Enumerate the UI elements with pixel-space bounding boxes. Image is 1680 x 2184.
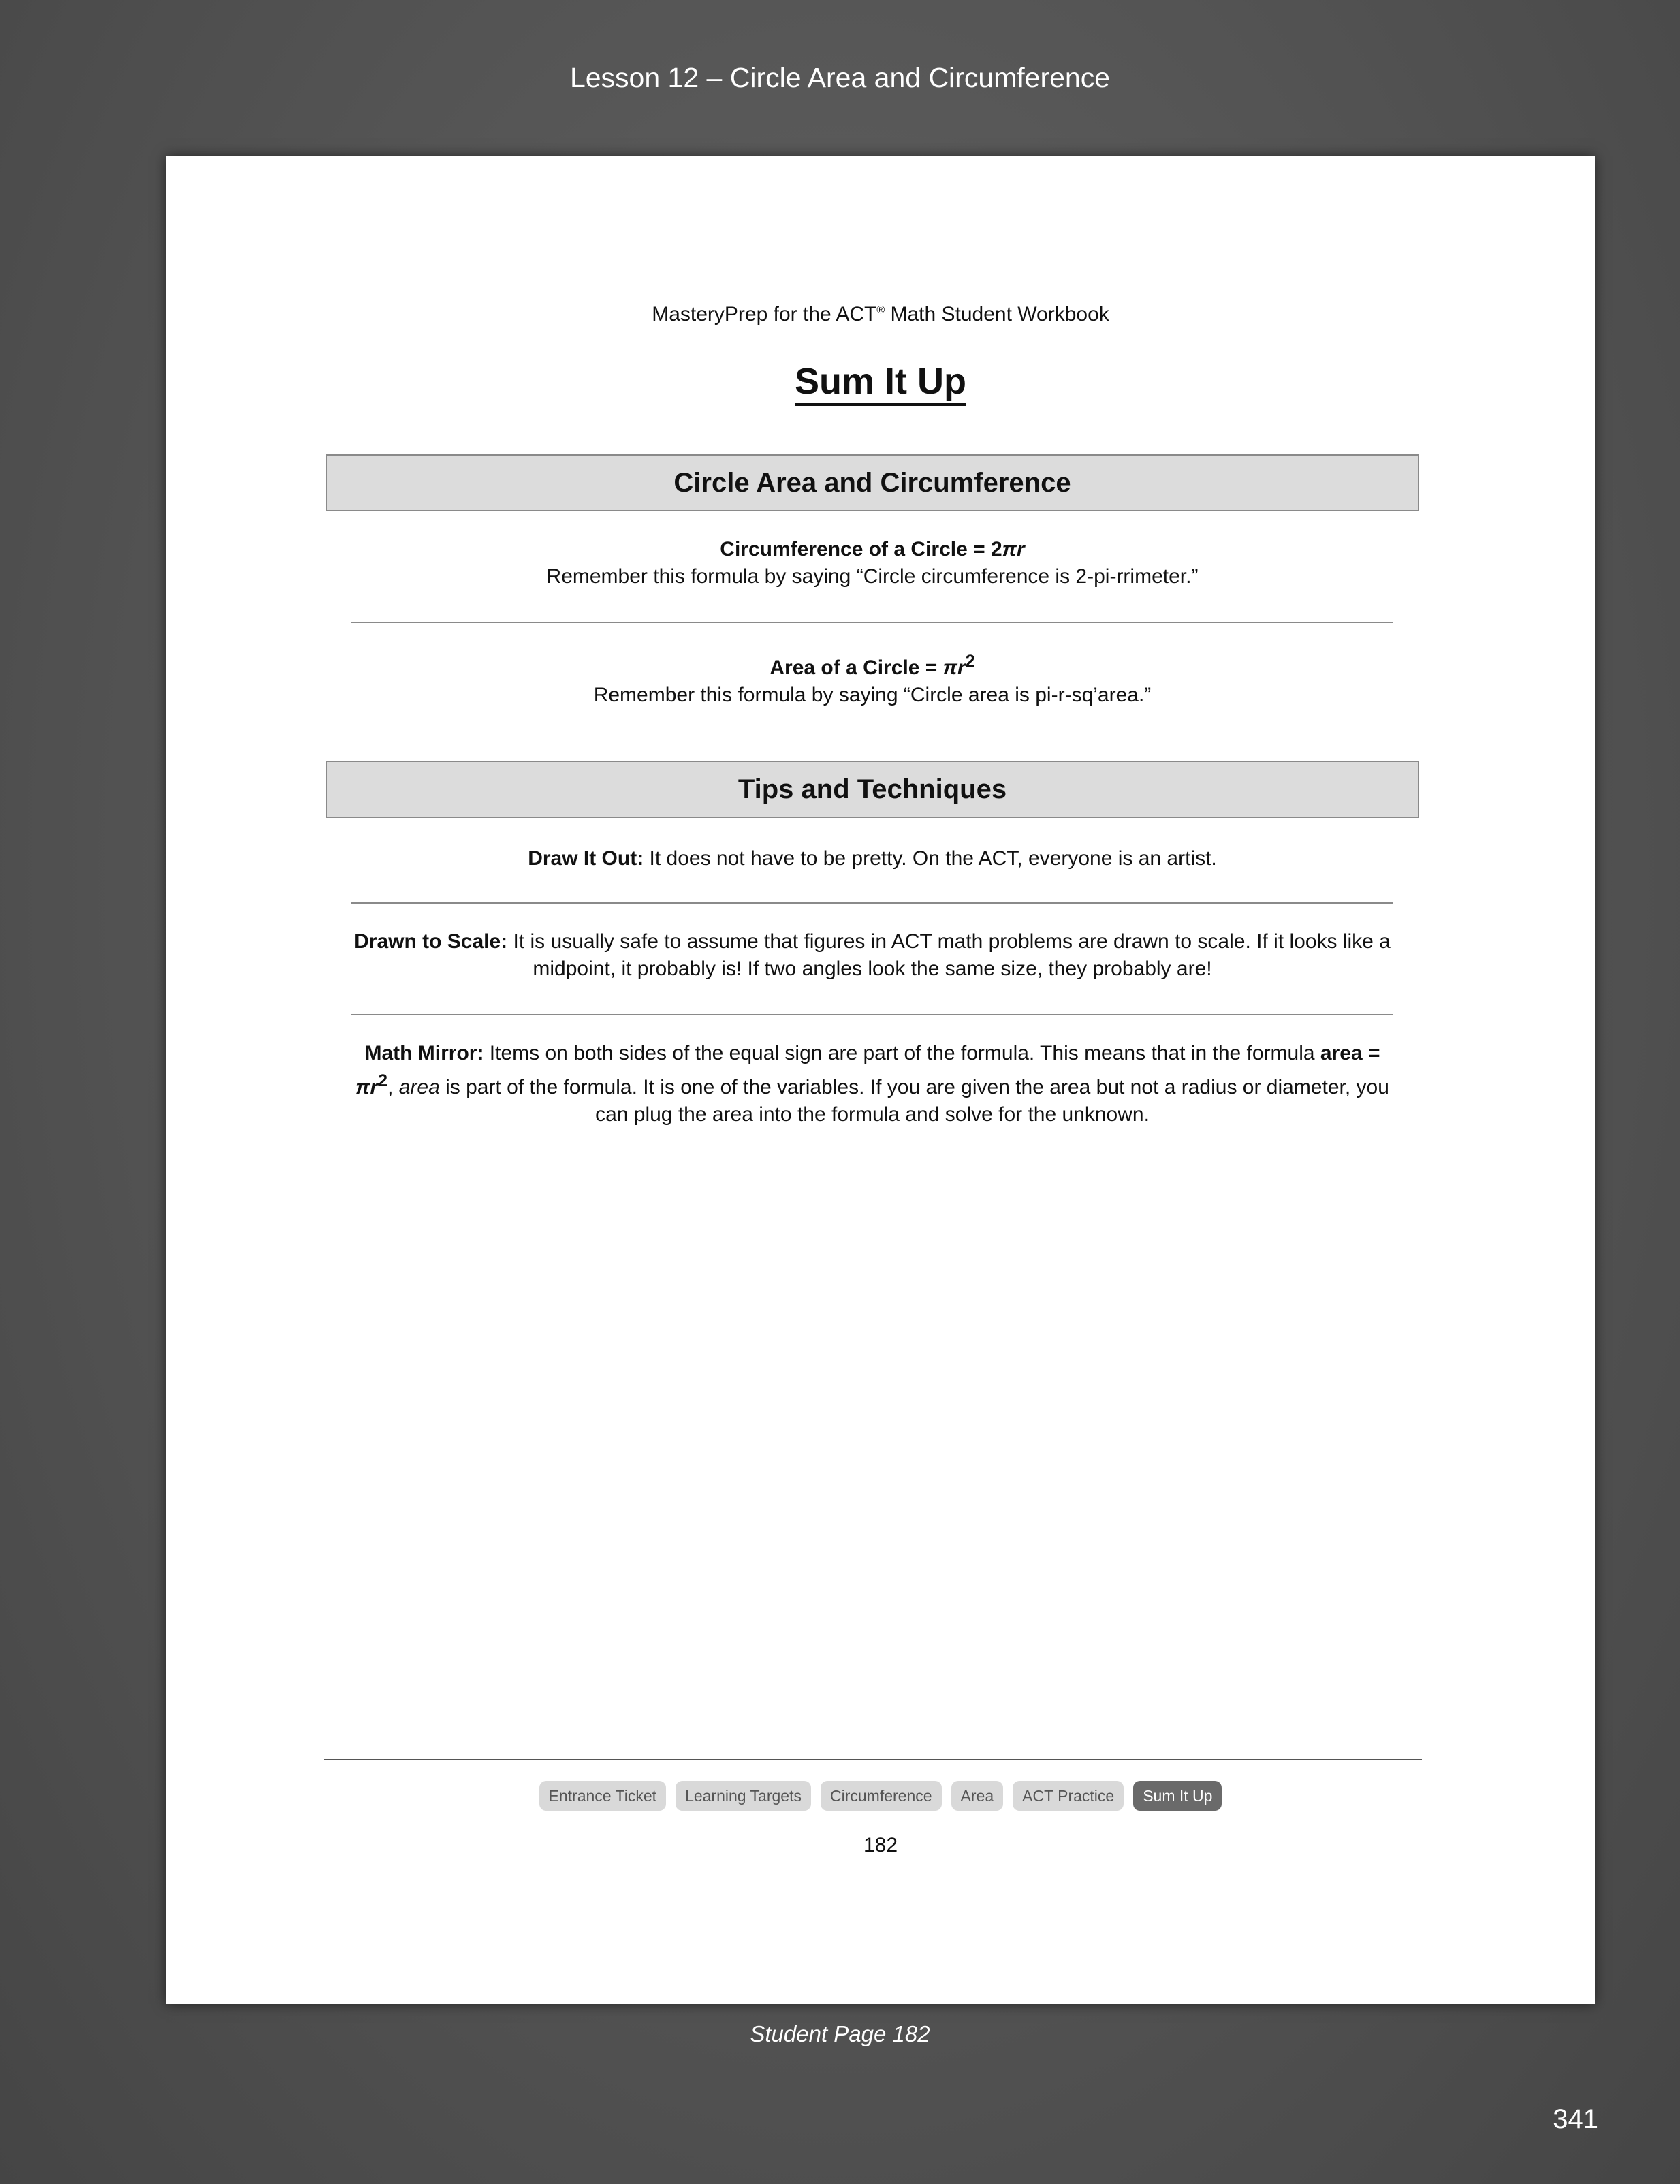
divider [351, 902, 1393, 904]
tip-label: Math Mirror: [364, 1042, 484, 1064]
footer-divider [324, 1759, 1422, 1760]
tip-math-mirror [350, 1040, 1395, 1128]
tip-text-continued: is part of the formula. It is one of the variables. If you are given the area but not a radius or diameter, you can plug the area into the formula and solve for the unknown. [439, 1076, 1389, 1126]
pi-symbol: π [1002, 538, 1017, 560]
exponent: 2 [965, 652, 975, 671]
circumference-formula [350, 536, 1395, 563]
tip-drawn-to-scale [350, 928, 1395, 983]
area-label: Area of a Circle = [770, 656, 943, 679]
circumference-formula-block [350, 536, 1395, 590]
tab-circumference[interactable]: Circumference [821, 1781, 942, 1811]
circumference-label: Circumference of a Circle = 2 [720, 538, 1002, 560]
registered-mark: ® [876, 304, 885, 316]
tab-area[interactable]: Area [951, 1781, 1004, 1811]
page-number: 182 [863, 1834, 898, 1856]
workbook-title [166, 303, 1595, 326]
workbook-title-post: Math Student Workbook [885, 303, 1109, 326]
page-title-text: Sum It Up [795, 361, 966, 406]
exponent: 2 [378, 1071, 388, 1090]
corner-page-number: 341 [1553, 2104, 1598, 2134]
page-title [166, 360, 1595, 402]
area-mnemonic: Remember this formula by saying “Circle area is pi-r-sq’area.” [593, 684, 1152, 706]
formula-area-label: area = [1320, 1042, 1380, 1064]
area-formula-block [350, 648, 1395, 709]
workbook-title-pre: MasteryPrep for the ACT [652, 303, 877, 326]
area-formula [350, 648, 1395, 682]
workbook-page [166, 156, 1595, 2004]
tab-sum-it-up[interactable]: Sum It Up [1133, 1781, 1222, 1811]
pi-symbol: π [355, 1076, 370, 1098]
student-page-caption: Student Page 182 [750, 2021, 930, 2046]
section-heading-tips: Tips and Techniques [326, 761, 1419, 818]
divider [351, 1014, 1393, 1015]
r-variable: r [957, 656, 966, 679]
comma: , [387, 1076, 399, 1098]
pi-symbol: π [942, 656, 958, 679]
tip-label: Draw It Out: [528, 847, 644, 870]
tab-learning-targets[interactable]: Learning Targets [676, 1781, 811, 1811]
tip-label: Drawn to Scale: [354, 930, 508, 953]
area-italic: area [398, 1076, 440, 1098]
lesson-nav-tabs [166, 1781, 1595, 1811]
section-heading-circle: Circle Area and Circumference [326, 454, 1419, 511]
tip-text: Items on both sides of the equal sign are part of the formula. This means that in the formula [484, 1042, 1320, 1064]
tip-text: It does not have to be pretty. On the ACT, everyone is an artist. [644, 847, 1217, 870]
tip-draw-it-out [350, 845, 1395, 872]
r-variable: r [1017, 538, 1025, 560]
lesson-header: Lesson 12 – Circle Area and Circumference [569, 62, 1111, 93]
r-variable: r [370, 1076, 379, 1098]
tip-text: It is usually safe to assume that figures in ACT math problems are drawn to scale. If it looks like a midpoint, it probably is! If two angles look the same size, they probably are! [507, 930, 1391, 980]
circumference-mnemonic: Remember this formula by saying “Circle circumference is 2-pi-rrimeter.” [546, 565, 1199, 588]
divider [351, 622, 1393, 623]
tab-act-practice[interactable]: ACT Practice [1013, 1781, 1124, 1811]
tab-entrance-ticket[interactable]: Entrance Ticket [539, 1781, 667, 1811]
